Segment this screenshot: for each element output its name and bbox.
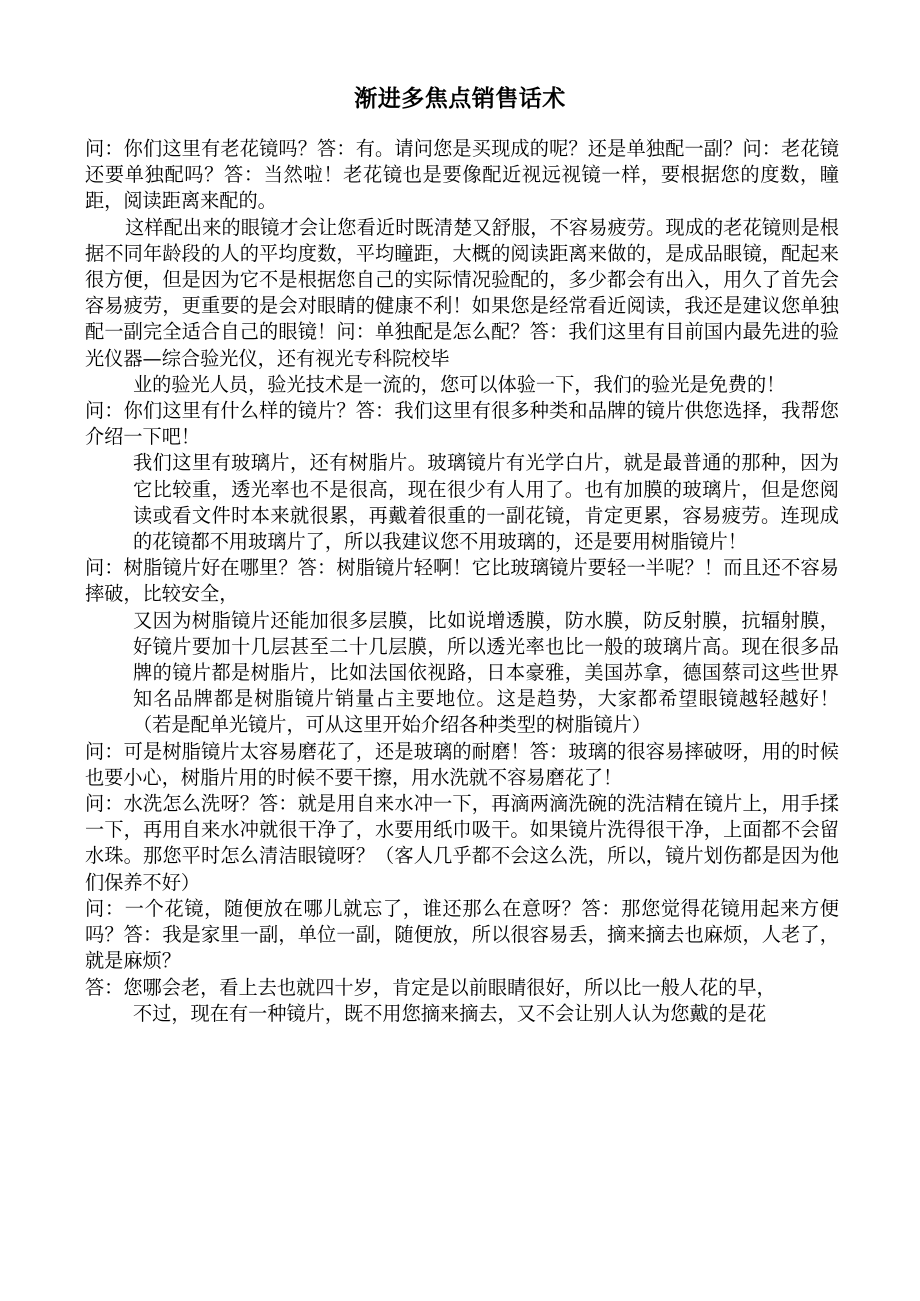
paragraph-5: 我们这里有玻璃片，还有树脂片。玻璃镜片有光学白片，就是最普通的那种，因为它比较重，透光率也不是很高，现在很少有人用了。也有加膜的玻璃片，但是您阅读或看文件时本来就很累，再戴着很重的一副花镜，肯定更累，容易疲劳。连现成的花镜都不用玻璃片了，所以我建议您不用玻璃的，还是要用树脂镜片！	[133, 451, 839, 554]
paragraph-9: 问：水洗怎么洗呀？答：就是用自来水冲一下，再滴两滴洗碗的洗洁精在镜片上，用手揉一下，再用自来水冲就很干净了，水要用纸巾吸干。如果镜片洗得很干净，上面都不会留水珠。那您平时怎么清洁眼镜呀？（客人几乎都不会这么洗，所以，镜片划伤都是因为他们保养不好）	[85, 792, 839, 894]
paragraph-2: 这样配出来的眼镜才会让您看近时既清楚又舒服，不容易疲劳。现成的老花镜则是根据不同年龄段的人的平均度数，平均瞳距，大概的阅读距离来做的，是成品眼镜，配起来很方便，但是因为它不是根据您自己的实际情况验配的，多少都会有出入，用久了首先会容易疲劳，更重要的是会对眼睛的健康不利！如果您是经常看近阅读，我还是建议您单独配一副完全适合自己的眼镜！问：单独配是怎么配？答：我们这里有目前国内最先进的验光仪器—综合验光仪，还有视光专科院校毕	[85, 215, 839, 370]
paragraph-4: 问：你们这里有什么样的镜片？答：我们这里有很多种类和品牌的镜片供您选择，我帮您介绍一下吧！	[85, 399, 839, 449]
paragraph-6: 问：树脂镜片好在哪里？答：树脂镜片轻啊！它比玻璃镜片要轻一半呢？！而且还不容易摔破，比较安全，	[85, 556, 839, 606]
page-title: 渐进多焦点销售话术	[354, 86, 566, 112]
paragraph-10: 问：一个花镜，随便放在哪儿就忘了，谁还那么在意呀？答：那您觉得花镜用起来方便吗？答：我是家里一副，单位一副，随便放，所以很容易丢，摘来摘去也麻烦，人老了，就是麻烦？	[85, 896, 839, 973]
paragraph-11	[85, 975, 839, 1027]
paragraph-7: 又因为树脂镜片还能加很多层膜，比如说增透膜，防水膜，防反射膜，抗辐射膜，好镜片要加十几层甚至二十几层膜，所以透光率也比一般的玻璃片高。现在很多品牌的镜片都是树脂片，比如法国依视路，日本豪雅，美国苏拿，德国蔡司这些世界知名品牌都是树脂镜片销量占主要地位。这是趋势，大家都希望眼镜越轻越好！（若是配单光镜片，可从这里开始介绍各种类型的树脂镜片）	[133, 608, 839, 737]
paragraph-8: 问：可是树脂镜片太容易磨花了，还是玻璃的耐磨！答：玻璃的很容易摔破呀，用的时候也要小心，树脂片用的时候不要干擦，用水洗就不容易磨花了！	[85, 739, 839, 789]
paragraph-11-line-1: 答：您哪会老，看上去也就四十岁，肯定是以前眼睛很好，所以比一般人花的早，	[85, 975, 776, 999]
document-body	[85, 136, 839, 1027]
paragraph-11-line-2: 不过，现在有一种镜片，既不用您摘来摘去，又不会让别人认为您戴的是花	[133, 1001, 767, 1025]
paragraph-3: 业的验光人员，验光技术是一流的，您可以体验一下，我们的验光是免费的！	[133, 372, 786, 396]
paragraph-1: 问：你们这里有老花镜吗？答：有。请问您是买现成的呢？还是单独配一副？问：老花镜还要单独配吗？答：当然啦！老花镜也是要像配近视远视镜一样，要根据您的度数，瞳距，阅读距离来配的。	[85, 137, 839, 213]
